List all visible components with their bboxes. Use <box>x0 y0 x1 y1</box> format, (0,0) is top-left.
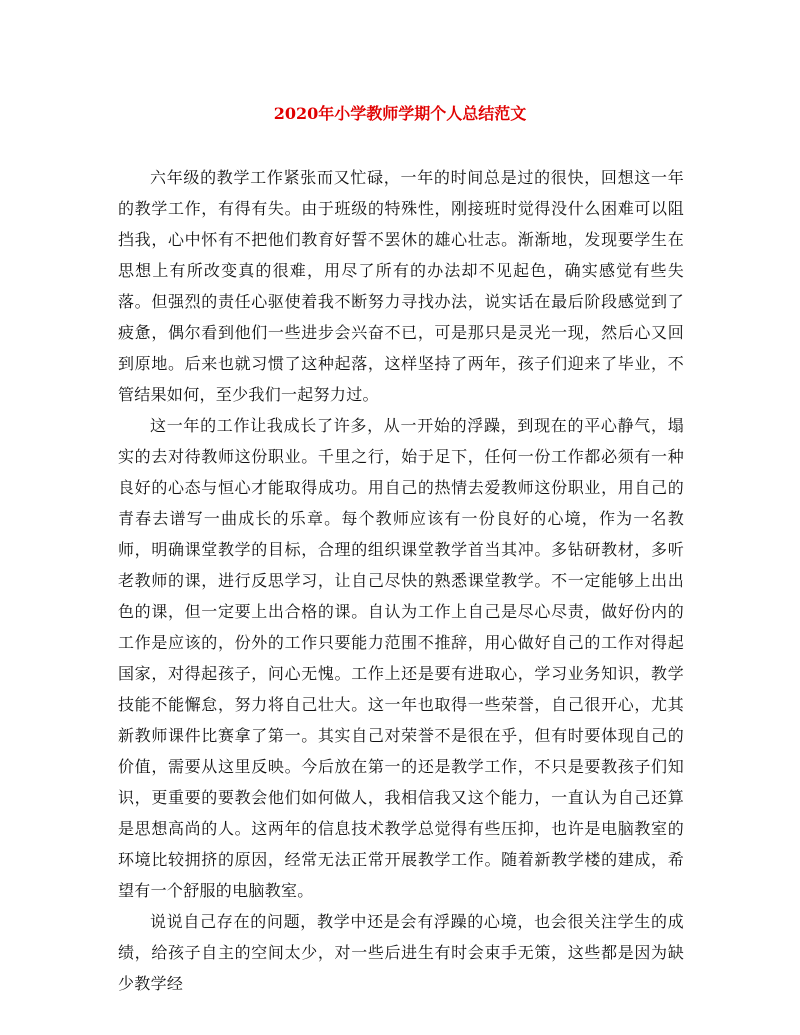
document-title: 2020年小学教师学期个人总结范文 <box>273 104 527 123</box>
document-body <box>118 162 684 999</box>
paragraph-3: 说说自己存在的问题，教学中还是会有浮躁的心境，也会很关注学生的成绩，给孩子自主的空间太少，对一些后进生有时会束手无策，这些都是因为缺少教学经 <box>118 912 684 993</box>
paragraph-2: 这一年的工作让我成长了许多，从一开始的浮躁，到现在的平心静气，塌实的去对待教师这份职业。千里之行，始于足下，任何一份工作都必须有一种良好的心态与恒心才能取得成功。用自己的热情去爱教师这份职业，用自己的青春去谱写一曲成长的乐章。每个教师应该有一份良好的心境，作为一名教师，明确课堂教学的目标，合理的组织课堂教学首当其冲。多钻研教材，多听老教师的课，进行反思学习，让自己尽快的熟悉课堂教学。不一定能够上出出色的课，但一定要上出合格的课。自认为工作上自己是尽心尽责，做好份内的工作是应该的，份外的工作只要能力范围不推辞，用心做好自己的工作对得起国家，对得起孩子，问心无愧。工作上还是要有进取心，学习业务知识，教学技能不能懈怠，努力将自己壮大。这一年也取得一些荣誉，自己很开心，尤其新教师课件比赛拿了第一。其实自己对荣誉不是很在乎，但有时要体现自己的价值，需要从这里反映。今后放在第一的还是教学工作，不只是要教孩子们知识，更重要的要教会他们如何做人，我相信我又这个能力，一直认为自己还算是思想高尚的人。这两年的信息技术教学总觉得有些压抑，也许是电脑教室的环境比较拥挤的原因，经常无法正常开展教学工作。随着新教学楼的建成，希望有一个舒服的电脑教室。 <box>118 416 684 900</box>
paragraph-1: 六年级的教学工作紧张而又忙碌，一年的时间总是过的很快，回想这一年的教学工作，有得有失。由于班级的特殊性，刚接班时觉得没什么困难可以阻挡我，心中怀有不把他们教育好誓不罢休的雄心壮志。渐渐地，发现要学生在思想上有所改变真的很难，用尽了所有的办法却不见起色，确实感觉有些失落。但强烈的责任心驱使着我不断努力寻找办法，说实话在最后阶段感觉到了疲惫，偶尔看到他们一些进步会兴奋不已，可是那只是灵光一现，然后心又回到原地。后来也就习惯了这种起落，这样坚持了两年，孩子们迎来了毕业，不管结果如何，至少我们一起努力过。 <box>118 168 684 404</box>
